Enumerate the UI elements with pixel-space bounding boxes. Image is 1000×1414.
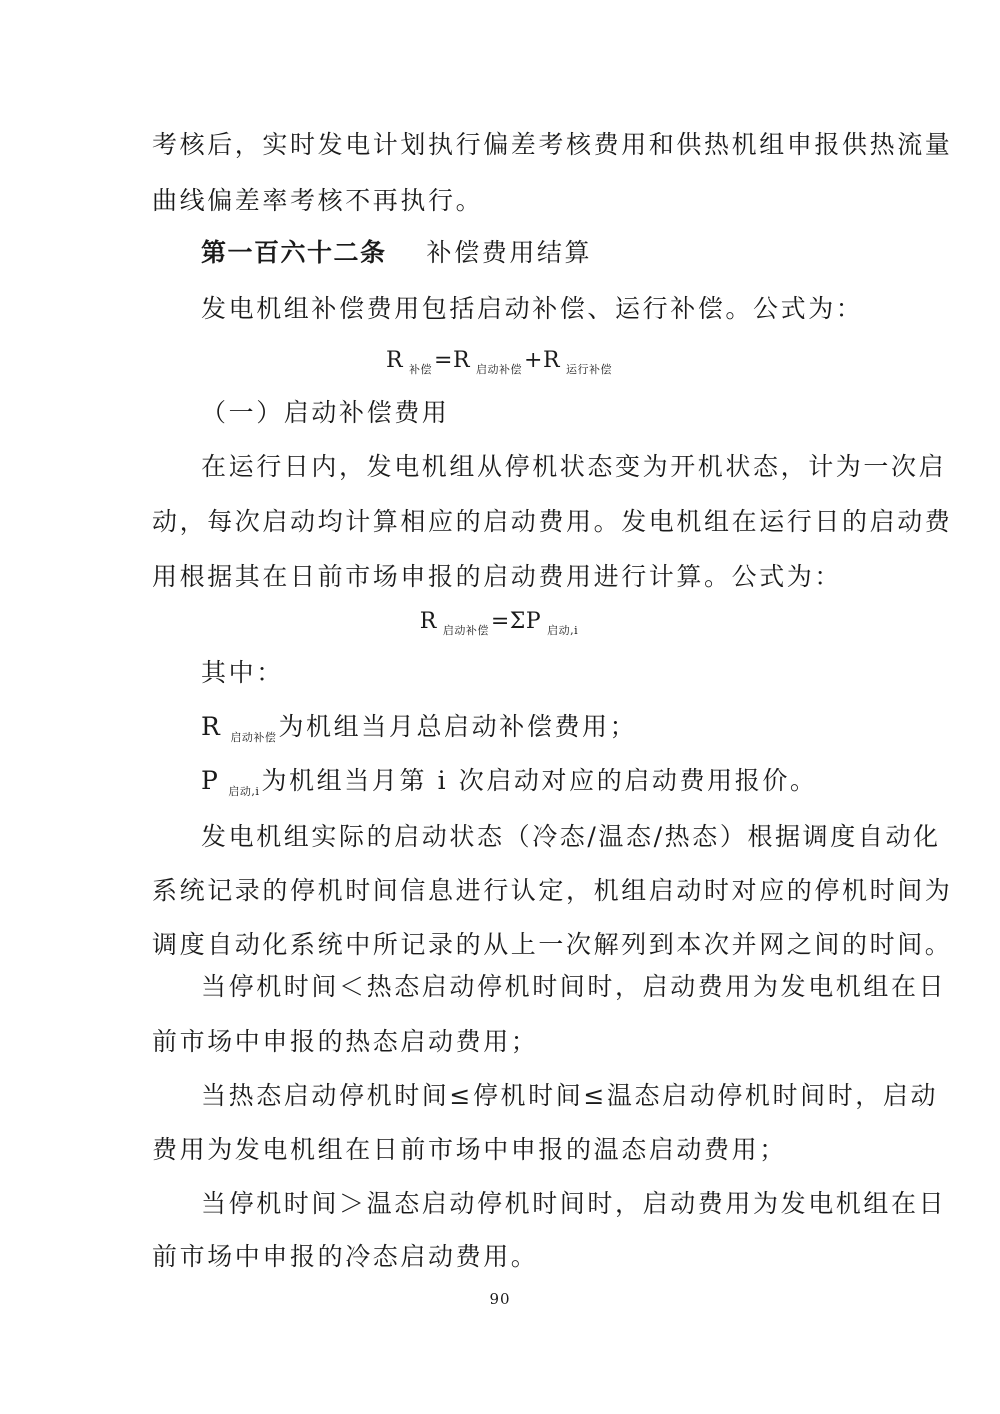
paragraph-line: 前市场中申报的热态启动费用； [152, 1027, 539, 1056]
formula-subscript: 启动补偿 [442, 624, 489, 637]
formula-subscript: 启动,i [547, 624, 579, 637]
formula-subscript: 启动补偿 [476, 363, 523, 376]
article-number: 第一百六十二条 [201, 238, 387, 267]
where-label: 其中： [201, 658, 284, 687]
formula-subscript: 运行补偿 [566, 363, 613, 376]
section-title: （一）启动补偿费用 [201, 398, 450, 427]
formula-symbol: =R [434, 348, 471, 373]
paragraph-line: 调度自动化系统中所记录的从上一次解列到本次并网之间的时间。 [152, 930, 953, 959]
page-number: 90 [489, 1290, 511, 1308]
formula-subscript: 补偿 [409, 363, 433, 376]
paragraph-line: 动，每次启动均计算相应的启动费用。发电机组在运行日的启动费 [152, 507, 953, 536]
paragraph-line: 当热态启动停机时间≤停机时间≤温态启动停机时间时，启动 [201, 1081, 939, 1110]
article-title: 补偿费用结算 [426, 238, 593, 267]
paragraph-line: 前市场中申报的冷态启动费用。 [152, 1242, 539, 1271]
formula-symbol: +R [524, 348, 561, 373]
definition-symbol: R [201, 712, 223, 741]
article-heading [201, 236, 851, 270]
formula-symbol: R [419, 609, 437, 634]
paragraph-line: 当停机时间＞温态启动停机时间时，启动费用为发电机组在日 [201, 1189, 947, 1218]
paragraph-line: 用根据其在日前市场申报的启动费用进行计算。公式为： [152, 562, 843, 591]
definition-line [201, 710, 851, 755]
paragraph-line: 当停机时间＜热态启动停机时间时，启动费用为发电机组在日 [201, 972, 947, 1001]
formula-symbol: R [385, 348, 404, 373]
paragraph-line: 系统记录的停机时间信息进行认定，机组启动时对应的停机时间为 [152, 876, 953, 905]
definition-text: 为机组当月总启动补偿费用； [278, 712, 638, 741]
paragraph-line: 发电机组补偿费用包括启动补偿、运行补偿。公式为： [201, 294, 864, 323]
paragraph-line: 曲线偏差率考核不再执行。 [152, 186, 484, 215]
formula-compensation [0, 346, 1000, 385]
definition-subscript: 启动补偿 [230, 731, 277, 744]
paragraph-line: 费用为发电机组在日前市场中申报的温态启动费用； [152, 1135, 787, 1164]
definition-text: 为机组当月第 i 次启动对应的启动费用报价。 [261, 766, 818, 795]
paragraph-line: 考核后，实时发电计划执行偏差考核费用和供热机组申报供热流量 [152, 130, 953, 159]
definition-symbol: P [201, 766, 221, 795]
paragraph-line: 在运行日内，发电机组从停机状态变为开机状态，计为一次启 [201, 452, 947, 481]
definition-line [201, 764, 851, 809]
formula-startup [0, 607, 1000, 646]
definition-subscript: 启动,i [228, 785, 260, 798]
paragraph-line: 发电机组实际的启动状态（冷态/温态/热态）根据调度自动化 [201, 822, 941, 851]
formula-symbol: =ΣP [490, 609, 542, 634]
